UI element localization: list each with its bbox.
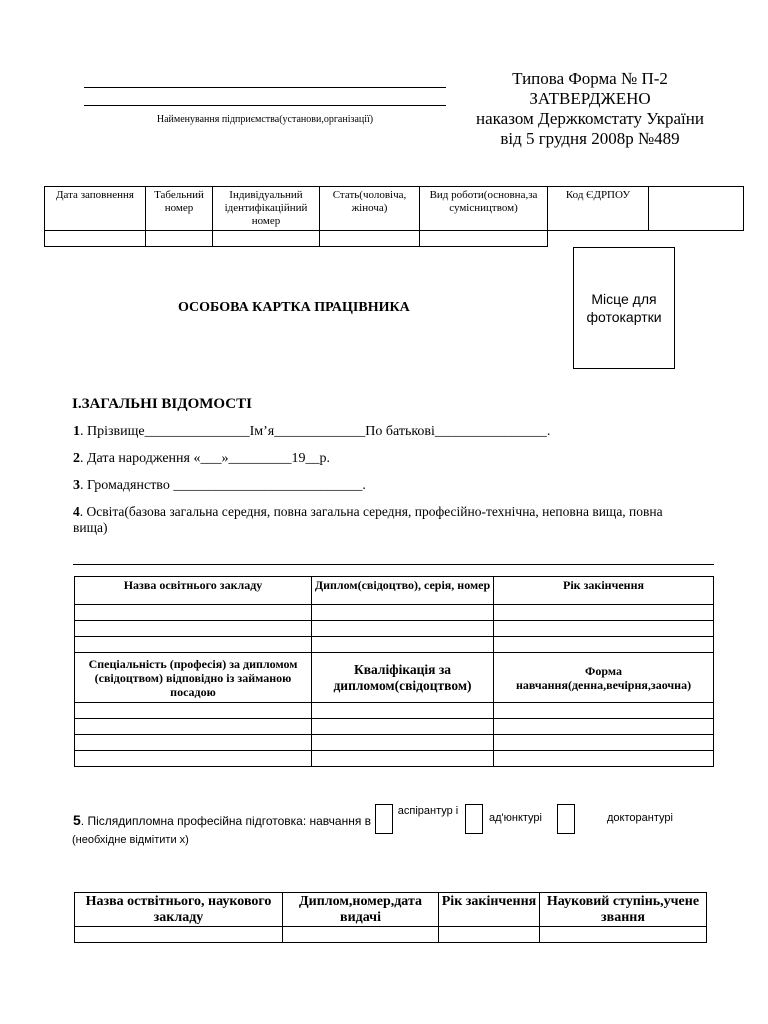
table-cell[interactable] bbox=[75, 751, 312, 767]
field-education-cont: вища) bbox=[73, 520, 108, 535]
label-adjunktura: ад'юнктурі bbox=[489, 812, 542, 824]
org-name-line-1[interactable] bbox=[84, 87, 446, 88]
header-edrpou: Код ЄДРПОУ bbox=[548, 187, 649, 231]
checkbox-doktorantura[interactable] bbox=[557, 804, 575, 834]
postgrad-table bbox=[74, 892, 707, 943]
header-ident-number: Індивідуальний ідентифікаційний номер bbox=[213, 187, 320, 231]
cell-edrpou-value[interactable] bbox=[649, 187, 744, 231]
checkbox-adjunktura[interactable] bbox=[465, 804, 483, 834]
table-cell[interactable] bbox=[494, 637, 714, 653]
page-title: ОСОБОВА КАРТКА ПРАЦІВНИКА bbox=[178, 300, 410, 315]
header-fill-date: Дата заповнення bbox=[45, 187, 146, 231]
table-cell[interactable] bbox=[540, 927, 707, 943]
header-institution: Назва освітнього закладу bbox=[75, 577, 312, 605]
header-pg-institution: Назва оствітнього, наукового закладу bbox=[75, 893, 283, 927]
table-cell[interactable] bbox=[312, 621, 494, 637]
section-general-heading: І.ЗАГАЛЬНІ ВІДОМОСТІ bbox=[72, 396, 252, 412]
table-cell[interactable] bbox=[312, 735, 494, 751]
photo-placeholder[interactable] bbox=[573, 247, 675, 369]
field-fullname[interactable]: 1. Прізвище_______________Ім’я_____________По батькові________________. bbox=[73, 424, 551, 439]
header-qualification: Кваліфікація за дипломом(свідоцтвом) bbox=[312, 653, 494, 703]
photo-label: Місце для фотокартки bbox=[586, 291, 662, 325]
header-work-type: Вид роботи(основна,за сумісництвом) bbox=[420, 187, 548, 231]
header-grad-year: Рік закінчення bbox=[494, 577, 714, 605]
field-citizenship[interactable]: 3. Громадянство ___________________________. bbox=[73, 478, 366, 493]
label-aspirantura: аспірантур і bbox=[397, 805, 459, 817]
employee-info-table bbox=[44, 186, 744, 247]
header-diploma: Диплом(свідоцтво), серія, номер bbox=[312, 577, 494, 605]
cell-sex[interactable] bbox=[320, 231, 420, 247]
postgrad-label: 5. Післядипломна професійна підготовка: навчання в bbox=[73, 812, 372, 828]
header-sex: Стать(чоловіча, жіноча) bbox=[320, 187, 420, 231]
header-pg-diploma: Диплом,номер,дата видачі bbox=[283, 893, 439, 927]
header-specialty: Спеціальність (професія) за дипломом (свідоцтвом) відповідно із займаною посадою bbox=[75, 653, 312, 703]
table-cell[interactable] bbox=[75, 927, 283, 943]
table-cell[interactable] bbox=[312, 703, 494, 719]
cell-work-type[interactable] bbox=[420, 231, 548, 247]
header-pg-year: Рік закінчення bbox=[439, 893, 540, 927]
form-order: наказом Держкомстату України bbox=[476, 109, 704, 128]
checkbox-aspirantura[interactable] bbox=[375, 804, 393, 834]
org-name-caption: Найменування підприємства(установи,організації) bbox=[156, 114, 374, 125]
header-study-form: Форма навчання(денна,вечірня,заочна) bbox=[494, 653, 714, 703]
field-education: 4. Освіта(базова загальна середня, повна загальна середня, професійно-технічна, неповна вища, повна bbox=[73, 504, 663, 519]
label-doktorantura: докторантурі bbox=[607, 812, 673, 824]
table-cell[interactable] bbox=[312, 719, 494, 735]
table-cell[interactable] bbox=[75, 637, 312, 653]
postgrad-note: (необхідне відмітити х) bbox=[72, 834, 189, 846]
table-cell[interactable] bbox=[494, 751, 714, 767]
table-cell[interactable] bbox=[312, 637, 494, 653]
form-approved: ЗАТВЕРДЖЕНО bbox=[529, 89, 651, 108]
table-cell[interactable] bbox=[75, 621, 312, 637]
cell-fill-date[interactable] bbox=[45, 231, 146, 247]
table-cell[interactable] bbox=[75, 703, 312, 719]
form-approval-block bbox=[455, 69, 725, 149]
table-cell[interactable] bbox=[312, 751, 494, 767]
header-pg-degree: Науковий ступінь,учене звання bbox=[540, 893, 707, 927]
org-name-line-2[interactable] bbox=[84, 105, 446, 106]
header-tab-number: Табельний номер bbox=[146, 187, 213, 231]
table-cell[interactable] bbox=[439, 927, 540, 943]
table-cell[interactable] bbox=[75, 605, 312, 621]
table-cell[interactable] bbox=[312, 605, 494, 621]
table-cell[interactable] bbox=[494, 703, 714, 719]
table-cell[interactable] bbox=[283, 927, 439, 943]
form-number: Типова Форма № П-2 bbox=[512, 69, 668, 88]
table-cell[interactable] bbox=[494, 735, 714, 751]
field-birthdate[interactable]: 2. Дата народження «___»_________19__р. bbox=[73, 451, 330, 466]
table-cell[interactable] bbox=[494, 621, 714, 637]
education-line[interactable] bbox=[73, 564, 714, 565]
education-table bbox=[74, 576, 714, 767]
form-date: від 5 грудня 2008р №489 bbox=[500, 129, 680, 148]
cell-tab-number[interactable] bbox=[146, 231, 213, 247]
table-cell[interactable] bbox=[494, 719, 714, 735]
table-cell[interactable] bbox=[494, 605, 714, 621]
cell-ident-number[interactable] bbox=[213, 231, 320, 247]
table-cell[interactable] bbox=[75, 719, 312, 735]
table-cell[interactable] bbox=[75, 735, 312, 751]
